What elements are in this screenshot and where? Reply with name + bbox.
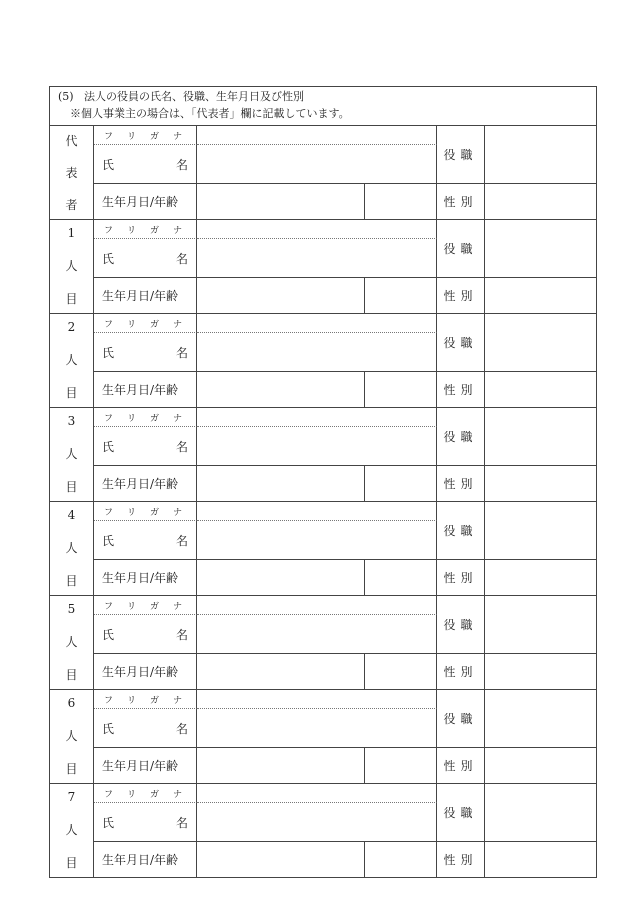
entry-label-char: 5 [67,602,76,616]
sex-field[interactable] [485,466,596,501]
furigana-field[interactable] [197,220,437,239]
name-label: 氏 名 [94,521,197,560]
role-field[interactable] [485,408,596,466]
officer-entry [50,219,596,313]
sex-field[interactable] [485,654,596,689]
role-field[interactable] [485,220,596,278]
section-title: 法人の役員の氏名、役職、生年月日及び性別 [84,90,304,103]
entry-label-char: 6 [67,696,76,710]
officer-entry [50,783,596,877]
furigana-label: フ リ ガ ナ [94,784,197,803]
furigana-field[interactable] [197,784,437,803]
dob-field[interactable] [197,466,365,501]
sex-field[interactable] [485,372,596,407]
officers-form [49,86,597,878]
entry-label-char: 人 [65,446,78,461]
name-field[interactable] [197,239,437,278]
dob-age-label: 生年月日/年齢 [94,278,197,313]
sex-label: 性別 [437,184,485,219]
name-field[interactable] [197,615,437,654]
furigana-field[interactable] [197,314,437,333]
role-label: 役職 [437,784,485,842]
role-label: 役職 [437,220,485,278]
furigana-label: フ リ ガ ナ [94,502,197,521]
entry-label [50,502,94,595]
furigana-field[interactable] [197,690,437,709]
name-label: 氏 名 [94,145,197,184]
dob-field[interactable] [197,278,365,313]
role-field[interactable] [485,596,596,654]
sex-label: 性別 [437,466,485,501]
role-label: 役職 [437,126,485,184]
name-label: 氏 名 [94,803,197,842]
sex-field[interactable] [485,184,596,219]
dob-age-label: 生年月日/年齢 [94,748,197,783]
name-label: 氏 名 [94,615,197,654]
age-field[interactable] [365,372,437,407]
entry-label-char: 人 [65,352,78,367]
entry-label-char: 7 [67,790,76,804]
entry-label [50,690,94,783]
entries-container [50,126,596,877]
officer-entry [50,501,596,595]
sex-field[interactable] [485,278,596,313]
furigana-label: フ リ ガ ナ [94,690,197,709]
name-field[interactable] [197,803,437,842]
officer-entry [50,689,596,783]
entry-label [50,314,94,407]
entry-label-char: 目 [65,480,78,494]
entry-label-char: 目 [65,386,78,400]
sex-label: 性別 [437,372,485,407]
entry-label [50,408,94,501]
name-label: 氏 名 [94,239,197,278]
name-label: 氏 名 [94,709,197,748]
furigana-label: フ リ ガ ナ [94,596,197,615]
role-field[interactable] [485,314,596,372]
dob-age-label: 生年月日/年齢 [94,466,197,501]
age-field[interactable] [365,560,437,595]
name-field[interactable] [197,333,437,372]
section-note: ※個人事業主の場合は、「代表者」欄に記載しています。 [70,107,350,120]
section-number: (5) [58,90,74,103]
dob-field[interactable] [197,654,365,689]
dob-age-label: 生年月日/年齢 [94,372,197,407]
age-field[interactable] [365,278,437,313]
entry-label-char: 目 [65,856,78,870]
name-label: 氏 名 [94,333,197,372]
role-label: 役職 [437,502,485,560]
furigana-field[interactable] [197,126,437,145]
entry-label [50,784,94,877]
officer-entry [50,407,596,501]
entry-label-char: 目 [65,762,78,776]
sex-label: 性別 [437,560,485,595]
entry-label-char: 表 [65,166,78,180]
entry-label-char: 人 [65,822,78,837]
dob-age-label: 生年月日/年齢 [94,184,197,219]
sex-label: 性別 [437,842,485,877]
sex-field[interactable] [485,842,596,877]
role-field[interactable] [485,690,596,748]
officer-entry [50,313,596,407]
age-field[interactable] [365,466,437,501]
furigana-label: フ リ ガ ナ [94,314,197,333]
age-field[interactable] [365,748,437,783]
entry-label [50,220,94,313]
sex-label: 性別 [437,748,485,783]
sex-label: 性別 [437,654,485,689]
entry-label-char: 人 [65,258,78,273]
role-field[interactable] [485,126,596,184]
dob-age-label: 生年月日/年齢 [94,842,197,877]
entry-label-char: 人 [65,634,78,649]
age-field[interactable] [365,654,437,689]
dob-field[interactable] [197,748,365,783]
entry-label-char: 代 [65,134,78,148]
dob-field[interactable] [197,372,365,407]
entry-label-char: 者 [65,198,78,212]
dob-field[interactable] [197,560,365,595]
age-field[interactable] [365,184,437,219]
entry-label-char: 目 [65,668,78,682]
entry-label-char: 3 [67,414,76,428]
entry-label [50,126,94,219]
sex-label: 性別 [437,278,485,313]
dob-field[interactable] [197,842,365,877]
section-header [50,87,596,126]
entry-label [50,596,94,689]
furigana-field[interactable] [197,596,437,615]
furigana-field[interactable] [197,408,437,427]
entry-label-char: 1 [67,226,76,240]
entry-label-char: 目 [65,292,78,306]
name-label: 氏 名 [94,427,197,466]
furigana-label: フ リ ガ ナ [94,220,197,239]
sex-field[interactable] [485,560,596,595]
role-label: 役職 [437,690,485,748]
officer-entry [50,126,596,219]
dob-age-label: 生年月日/年齢 [94,654,197,689]
role-field[interactable] [485,502,596,560]
dob-age-label: 生年月日/年齢 [94,560,197,595]
role-field[interactable] [485,784,596,842]
role-label: 役職 [437,408,485,466]
entry-label-char: 4 [67,508,76,522]
age-field[interactable] [365,842,437,877]
name-field[interactable] [197,145,437,184]
furigana-field[interactable] [197,502,437,521]
dob-field[interactable] [197,184,365,219]
entry-label-char: 目 [65,574,78,588]
furigana-label: フ リ ガ ナ [94,126,197,145]
name-field[interactable] [197,427,437,466]
officer-entry [50,595,596,689]
furigana-label: フ リ ガ ナ [94,408,197,427]
role-label: 役職 [437,314,485,372]
entry-label-char: 人 [65,540,78,555]
role-label: 役職 [437,596,485,654]
name-field[interactable] [197,709,437,748]
name-field[interactable] [197,521,437,560]
entry-label-char: 人 [65,728,78,743]
sex-field[interactable] [485,748,596,783]
entry-label-char: 2 [67,320,76,334]
